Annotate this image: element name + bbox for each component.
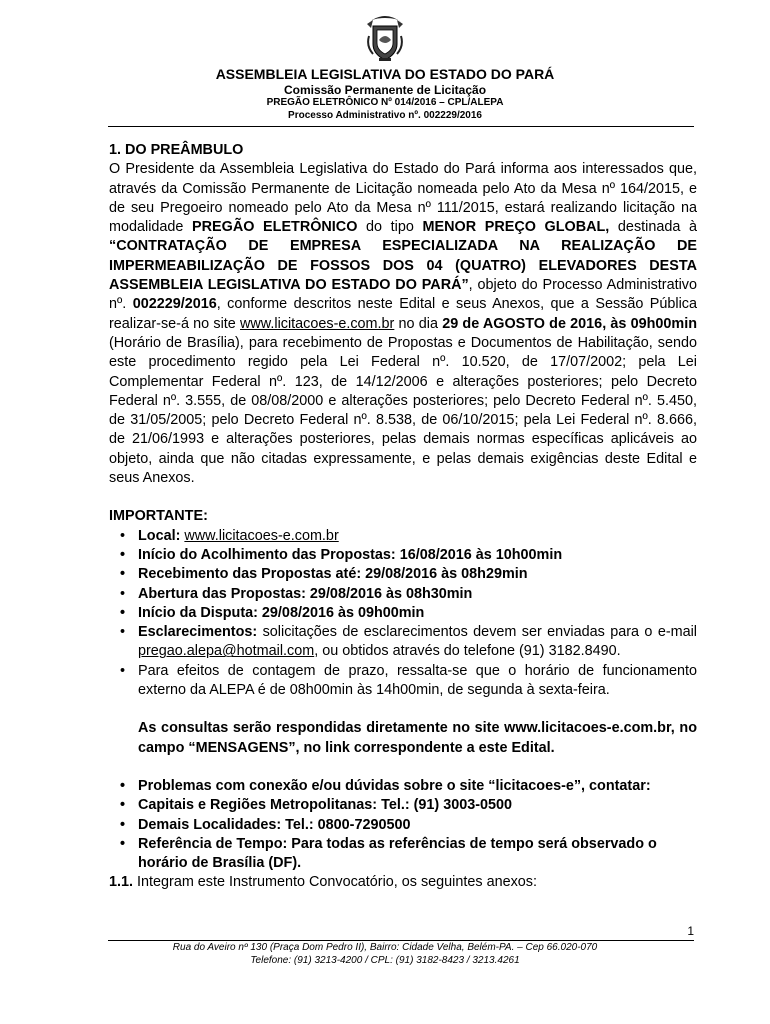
- list-item-capitais: • Capitais e Regiões Metropolitanas: Tel.: (91) 3003-0500: [138, 796, 697, 815]
- list-item-disputa: • Início da Disputa: 29/08/2016 às 09h00min: [138, 604, 697, 623]
- spacer: [109, 700, 697, 719]
- preamble-text-c: do tipo: [357, 219, 423, 236]
- preamble-text-k: no dia: [394, 315, 443, 332]
- list-item-demais: • Demais Localidades: Tel.: 0800-7290500: [138, 816, 697, 835]
- preamble-text-a: O Presidente da Assembleia Legislativa do Estado do Pará informa aos interessados que, através da Comissão Permanente de Licitação nomeada pelo Ato da Mesa nº 164/2015, e de seu Pregoeiro nomeado pelo Ato da Mesa nº 111/2015, estará realizando licitação na modalidade: [109, 161, 697, 236]
- preamble-text-m: (Horário de Brasília), para recebimento de Propostas e Documentos de Habilitação, sendo este procedimento regido pela Lei Federal nº. 10.520, de 17/07/2002; pela Lei Complementar Federal nº. 123, de 14/12/2006 e alterações posteriores; pelo Decreto Federal nº. 3.555, de 08/08/2000 e alterações posteriores; pelo Decreto Federal nº. 5.450, de 31/05/2005; pelo Decreto Federal nº. 8.538, de 06/10/2015; pela Lei Federal nº. 8.666, de 21/06/1993 e alterações posteriores, pelas demais normas específicas aplicáveis ao objeto, ainda que não citadas expressamente, e pelas demais exigências deste Edital e seus Anexos.: [109, 334, 697, 487]
- list-item-acolhimento: • Início do Acolhimento das Propostas: 16/08/2016 às 10h00min: [138, 546, 697, 565]
- session-date: 29 de AGOSTO de 2016, às 09h00min: [442, 315, 697, 332]
- header-commission: Comissão Permanente de Licitação: [283, 83, 487, 97]
- important-list-a: [109, 527, 697, 701]
- header-pregao-number: PREGÃO ELETRÔNICO Nº 014/2016 – CPL/ALEPA: [266, 97, 504, 108]
- list-item-problemas: • Problemas com conexão e/ou dúvidas sobre o site “licitacoes-e”, contatar:: [138, 777, 697, 796]
- list-item-abertura: • Abertura das Propostas: 29/08/2016 às 08h30min: [138, 585, 697, 604]
- preamble-text-i: , conforme descritos neste Edital e seus Anexos, que a Sessão Pública realizar-se-á no site: [109, 296, 697, 332]
- preamble-text-e: destinada à: [609, 219, 697, 236]
- header-divider: [108, 126, 694, 127]
- email-link[interactable]: pregao.alepa@hotmail.com: [138, 643, 315, 660]
- local-link[interactable]: www.licitacoes-e.com.br: [184, 527, 339, 544]
- important-list-b: [109, 777, 697, 873]
- list-item-esclarecimentos: • Esclarecimentos: solicitações de esclarecimentos devem ser enviadas para o e-mail pregao.alepa@hotmail.com, ou obtidos através do telefone (91) 3182.8490.: [138, 623, 697, 662]
- spacer: [109, 488, 697, 507]
- type-name: MENOR PREÇO GLOBAL,: [422, 219, 610, 236]
- spacer: [109, 758, 697, 777]
- footer-address: Rua do Aveiro nº 130 (Praça Dom Pedro II), Bairro: Cidade Velha, Belém-PA. – Cep 66.020-070: [172, 942, 598, 953]
- header-organization: ASSEMBLEIA LEGISLATIVA DO ESTADO DO PARÁ: [215, 66, 555, 82]
- list-item-local: • Local: www.licitacoes-e.com.br: [138, 527, 697, 546]
- preamble-text-g: , objeto do Processo Administrativo nº.: [109, 277, 697, 313]
- contract-object: “CONTRATAÇÃO DE EMPRESA ESPECIALIZADA NA REALIZAÇÃO DE IMPERMEABILIZAÇÃO DE FOSSOS DOS 04 (QUATRO) ELEVADORES DESTA ASSEMBLEIA LEGISLATIVA DO ESTADO DO PARÁ”: [109, 238, 697, 294]
- process-number: 002229/2016: [132, 296, 217, 313]
- important-title: IMPORTANTE:: [109, 508, 208, 525]
- header-process-number: Processo Administrativo nº. 002229/2016: [288, 110, 482, 121]
- footer-phones: Telefone: (91) 3213-4200 / CPL: (91) 3182-8423 / 3213.4261: [250, 955, 520, 966]
- list-item-referencia: • Referência de Tempo: Para todas as referências de tempo será observado o horário de Brasília (DF).: [138, 835, 697, 874]
- subsection-1-1: 1.1. Integram este Instrumento Convocatório, os seguintes anexos:: [109, 874, 537, 891]
- footer-divider: [108, 940, 694, 941]
- section-title-preamble: 1. DO PREÂMBULO: [109, 142, 244, 158]
- list-item-recebimento: • Recebimento das Propostas até: 29/08/2016 às 08h29min: [138, 565, 697, 584]
- subsection-number: 1.1.: [109, 874, 134, 891]
- list-item-prazo: • Para efeitos de contagem de prazo, ressalta-se que o horário de funcionamento externo da ALEPA é de 08h00min às 14h00min, de segunda à sexta-feira.: [138, 662, 697, 701]
- page-number: 1: [687, 924, 694, 938]
- modality-name: PREGÃO ELETRÔNICO: [192, 219, 358, 236]
- consultas-note: As consultas serão respondidas diretamente no site www.licitacoes-e.com.br, no campo “MENSAGENS”, no link correspondente a este Edital.: [138, 720, 697, 756]
- site-link[interactable]: www.licitacoes-e.com.br: [240, 315, 395, 332]
- document-body: [109, 141, 697, 893]
- state-coat-of-arms-icon: [363, 10, 407, 69]
- preamble-paragraph: [109, 160, 697, 488]
